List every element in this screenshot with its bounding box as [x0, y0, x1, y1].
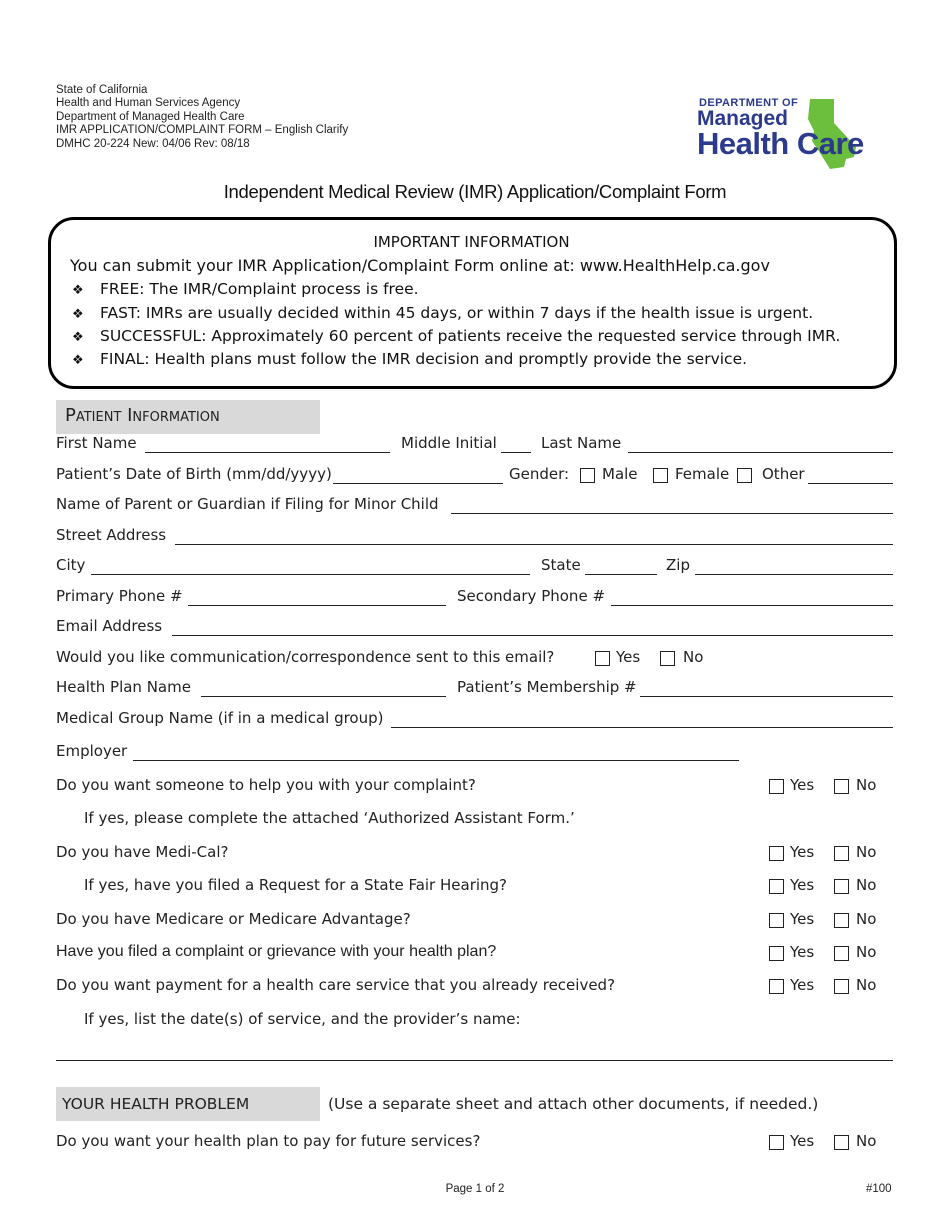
medi-cal-no-label: No — [856, 843, 877, 861]
medicare-no-checkbox[interactable] — [834, 913, 849, 928]
future-no-checkbox[interactable] — [834, 1135, 849, 1150]
street-label: Street Address — [56, 526, 167, 544]
question-future-services: Do you want your health plan to pay for future services? — [56, 1132, 481, 1150]
header-line-department: Department of Managed Health Care — [56, 110, 245, 123]
help-yes-label: Yes — [790, 776, 815, 794]
guardian-field[interactable] — [451, 513, 893, 514]
dob-label: Patient’s Date of Birth (mm/dd/yyyy) — [56, 465, 332, 483]
payment-details-field[interactable] — [56, 1060, 893, 1061]
fair-hearing-yes-checkbox[interactable] — [769, 879, 784, 894]
zip-field[interactable] — [695, 574, 893, 575]
dmhc-logo — [697, 97, 897, 171]
email-question: Would you like communication/correspondence sent to this email? — [56, 648, 555, 666]
medicare-no-label: No — [856, 910, 877, 928]
dob-field[interactable] — [333, 483, 503, 484]
payment-no-label: No — [856, 976, 877, 994]
important-bullet — [72, 350, 747, 368]
important-bullet — [72, 304, 813, 322]
diamond-bullet-icon: ❖ — [72, 353, 84, 368]
secondary-phone-label: Secondary Phone # — [457, 587, 606, 605]
health-problem-title: YOUR HEALTH PROBLEM — [62, 1095, 250, 1113]
diamond-bullet-icon: ❖ — [72, 307, 84, 322]
employer-label: Employer — [56, 742, 128, 760]
form-header-info — [56, 84, 348, 151]
help-no-label: No — [856, 776, 877, 794]
fair-hearing-no-label: No — [856, 876, 877, 894]
bullet-text: FINAL: Health plans must follow the IMR decision and promptly provide the service. — [100, 350, 748, 368]
future-yes-checkbox[interactable] — [769, 1135, 784, 1150]
payment-yes-checkbox[interactable] — [769, 979, 784, 994]
fair-hearing-yes-label: Yes — [790, 876, 815, 894]
header-line-agency: Health and Human Services Agency — [56, 97, 241, 110]
last-name-field[interactable] — [628, 452, 893, 453]
important-intro: You can submit your IMR Application/Complaint Form online at: www.HealthHelp.ca.gov — [70, 256, 770, 275]
payment-yes-label: Yes — [790, 976, 815, 994]
grievance-no-label: No — [856, 943, 877, 961]
logo-health-text: Health Care — [697, 126, 864, 161]
health-plan-field[interactable] — [201, 696, 446, 697]
patient-info-title: Patient Information — [65, 405, 220, 426]
state-label: State — [541, 556, 581, 574]
email-no-checkbox[interactable] — [660, 651, 675, 666]
membership-label: Patient’s Membership # — [457, 678, 637, 696]
grievance-yes-label: Yes — [790, 943, 815, 961]
membership-field[interactable] — [640, 696, 893, 697]
diamond-bullet-icon: ❖ — [72, 283, 84, 298]
gender-other-checkbox[interactable] — [737, 468, 752, 483]
first-name-label: First Name — [56, 434, 137, 452]
bullet-text: FREE: The IMR/Complaint process is free. — [100, 280, 419, 298]
medicare-yes-checkbox[interactable] — [769, 913, 784, 928]
guardian-label: Name of Parent or Guardian if Filing for Minor Child — [56, 495, 439, 513]
grievance-no-checkbox[interactable] — [834, 946, 849, 961]
email-yes-checkbox[interactable] — [595, 651, 610, 666]
bullet-text: SUCCESSFUL: Approximately 60 percent of patients receive the requested service through IMR. — [100, 327, 841, 345]
middle-initial-label: Middle Initial — [401, 434, 497, 452]
header-line-form-name: IMR APPLICATION/COMPLAINT FORM – English Clarify — [56, 124, 349, 137]
help-no-checkbox[interactable] — [834, 779, 849, 794]
question-fair-hearing: If yes, have you filed a Request for a State Fair Hearing? — [84, 876, 508, 894]
important-bullet — [72, 280, 419, 298]
page-title: Independent Medical Review (IMR) Application/Complaint Form — [223, 181, 727, 202]
health-plan-label: Health Plan Name — [56, 678, 191, 696]
email-field[interactable] — [172, 635, 893, 636]
street-field[interactable] — [175, 544, 893, 545]
future-yes-label: Yes — [790, 1132, 815, 1150]
help-yes-checkbox[interactable] — [769, 779, 784, 794]
medi-cal-yes-label: Yes — [790, 843, 815, 861]
middle-initial-field[interactable] — [501, 452, 531, 453]
logo-managed-text: Managed — [697, 107, 789, 130]
email-no-label: No — [683, 648, 704, 666]
logo-dept-text: DEPARTMENT OF — [699, 97, 799, 109]
medi-cal-no-checkbox[interactable] — [834, 846, 849, 861]
state-field[interactable] — [585, 574, 657, 575]
important-heading: IMPORTANT INFORMATION — [373, 233, 570, 251]
question-grievance: Have you filed a complaint or grievance with your health plan? — [56, 943, 497, 960]
city-field[interactable] — [91, 574, 530, 575]
payment-note: If yes, list the date(s) of service, and the provider’s name: — [84, 1010, 521, 1028]
help-note: If yes, please complete the attached ‘Authorized Assistant Form.’ — [84, 809, 575, 827]
header-line-form-number: DMHC 20-224 New: 04/06 Rev: 08/18 — [56, 137, 250, 150]
medicare-yes-label: Yes — [790, 910, 815, 928]
first-name-field[interactable] — [145, 452, 390, 453]
gender-female-label: Female — [675, 465, 730, 483]
question-medi-cal: Do you have Medi-Cal? — [56, 843, 229, 861]
email-label: Email Address — [56, 617, 163, 635]
grievance-yes-checkbox[interactable] — [769, 946, 784, 961]
important-bullet — [72, 327, 840, 345]
gender-female-checkbox[interactable] — [653, 468, 668, 483]
fair-hearing-no-checkbox[interactable] — [834, 879, 849, 894]
medical-group-field[interactable] — [391, 727, 893, 728]
question-payment: Do you want payment for a health care service that you already received? — [56, 976, 616, 994]
gender-label: Gender: — [509, 465, 570, 483]
primary-phone-field[interactable] — [188, 605, 446, 606]
secondary-phone-field[interactable] — [611, 605, 893, 606]
employer-field[interactable] — [133, 760, 739, 761]
payment-no-checkbox[interactable] — [834, 979, 849, 994]
gender-other-field[interactable] — [808, 483, 893, 484]
gender-other-label: Other — [762, 465, 805, 483]
question-help: Do you want someone to help you with your complaint? — [56, 776, 476, 794]
health-problem-note: (Use a separate sheet and attach other documents, if needed.) — [328, 1095, 819, 1113]
medical-group-label: Medical Group Name (if in a medical group) — [56, 709, 384, 727]
future-no-label: No — [856, 1132, 877, 1150]
email-yes-label: Yes — [616, 648, 641, 666]
page-number: Page 1 of 2 — [445, 1183, 505, 1195]
primary-phone-label: Primary Phone # — [56, 587, 183, 605]
last-name-label: Last Name — [541, 434, 622, 452]
gender-male-checkbox[interactable] — [580, 468, 595, 483]
header-line-state: State of California — [56, 84, 148, 96]
question-medicare: Do you have Medicare or Medicare Advantage? — [56, 910, 411, 928]
medi-cal-yes-checkbox[interactable] — [769, 846, 784, 861]
bullet-text: FAST: IMRs are usually decided within 45 days, or within 7 days if the health issue is urgent. — [100, 304, 814, 322]
form-number: #100 — [866, 1183, 892, 1195]
zip-label: Zip — [666, 556, 690, 574]
diamond-bullet-icon: ❖ — [72, 330, 84, 345]
gender-male-label: Male — [602, 465, 638, 483]
city-label: City — [56, 556, 86, 574]
